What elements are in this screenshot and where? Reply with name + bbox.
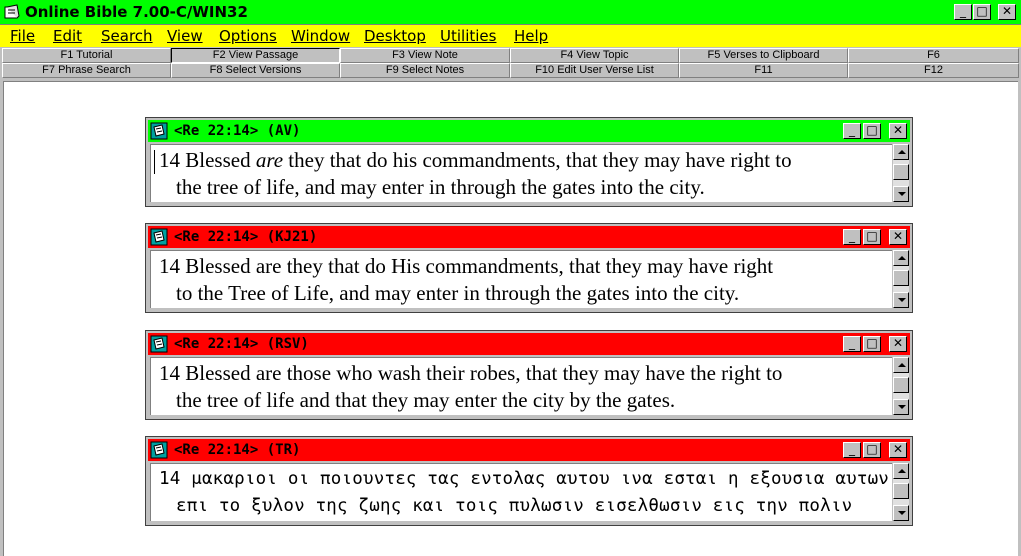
book-icon [150, 228, 168, 246]
maximize-icon: □ [866, 123, 878, 137]
vertical-scrollbar[interactable] [893, 463, 909, 521]
verse-line-2: επι το ξυλον της ζωης και τοις πυλωσιν εισελθωσιν εις την πολιν [176, 496, 853, 516]
arrow-up-icon [898, 256, 906, 260]
verse-line-1: 14 Blessed are those who wash their robes, that they may have the right to [159, 361, 783, 385]
maximize-icon: □ [866, 336, 878, 350]
verse-window-tr[interactable] [145, 436, 913, 526]
menu-options[interactable]: Options [219, 27, 277, 45]
minimize-button[interactable] [843, 442, 861, 458]
close-button[interactable] [998, 4, 1016, 20]
scroll-down-button[interactable] [893, 399, 909, 415]
fkey-f10[interactable]: F10 Edit User Verse List [510, 63, 679, 78]
app-title-bar[interactable] [0, 0, 1021, 25]
fkey-f7[interactable]: F7 Phrase Search [2, 63, 171, 78]
verse-line-1: 14 Blessed are they that do His commandments, that they may have right [159, 254, 774, 278]
menu-desktop[interactable]: Desktop [364, 27, 426, 45]
verse-window-title: <Re 22:14> (RSV) [174, 336, 309, 352]
scroll-down-button[interactable] [893, 186, 909, 202]
close-icon: ✕ [892, 123, 904, 137]
verse-window-title: <Re 22:14> (KJ21) [174, 229, 318, 245]
verse-text-area[interactable] [150, 357, 892, 415]
arrow-down-icon [898, 405, 906, 409]
scroll-down-button[interactable] [893, 505, 909, 521]
scroll-up-button[interactable] [893, 463, 909, 479]
minimize-icon: _ [960, 4, 966, 18]
fkey-f4[interactable]: F4 View Topic [510, 48, 679, 63]
verse-line-2: the tree of life and that they may enter the city by the gates. [176, 388, 676, 412]
minimize-button[interactable] [843, 229, 861, 245]
verse-text-area[interactable] [150, 463, 892, 521]
book-icon [150, 441, 168, 459]
verse-line-2: to the Tree of Life, and may enter in through the gates into the city. [176, 281, 740, 305]
verse-text [159, 253, 890, 307]
scroll-thumb[interactable] [893, 270, 909, 286]
scroll-thumb[interactable] [893, 164, 909, 180]
verse-window-title-bar[interactable] [148, 120, 910, 142]
verse-text [159, 466, 890, 520]
fkey-f12[interactable]: F12 [848, 63, 1019, 78]
verse-window-title-bar[interactable] [148, 226, 910, 248]
verse-line-1: 14 μακαριοι οι ποιουντες τας εντολας αυτου ινα εσται η εξουσια αυτων [159, 469, 890, 489]
verse-text-area[interactable] [150, 250, 892, 308]
function-key-bar [0, 47, 1021, 79]
maximize-button[interactable] [863, 229, 881, 245]
close-button[interactable] [889, 442, 907, 458]
arrow-down-icon [898, 298, 906, 302]
maximize-button[interactable] [863, 123, 881, 139]
vertical-scrollbar[interactable] [893, 144, 909, 202]
verse-line-1: 14 Blessed are they that do his commandments, that they may have right to [159, 148, 792, 172]
verse-window-title: <Re 22:14> (TR) [174, 442, 301, 458]
book-icon [150, 335, 168, 353]
verse-text [159, 147, 890, 201]
arrow-down-icon [898, 192, 906, 196]
minimize-icon: _ [849, 336, 855, 350]
arrow-up-icon [898, 363, 906, 367]
vertical-scrollbar[interactable] [893, 250, 909, 308]
maximize-button[interactable] [863, 442, 881, 458]
fkey-f8[interactable]: F8 Select Versions [171, 63, 340, 78]
minimize-icon: _ [849, 229, 855, 243]
close-icon: ✕ [892, 442, 904, 456]
menu-bar [0, 25, 1021, 47]
verse-window-kj21[interactable] [145, 223, 913, 313]
minimize-icon: _ [849, 442, 855, 456]
verse-window-title: <Re 22:14> (AV) [174, 123, 301, 139]
scroll-up-button[interactable] [893, 357, 909, 373]
menu-help[interactable]: Help [514, 27, 549, 45]
close-button[interactable] [889, 123, 907, 139]
maximize-icon: □ [976, 4, 988, 18]
scroll-up-button[interactable] [893, 144, 909, 160]
maximize-button[interactable] [863, 336, 881, 352]
menu-utilities[interactable]: Utilities [440, 27, 497, 45]
menu-view[interactable]: View [167, 27, 203, 45]
text-caret [154, 150, 155, 174]
fkey-f6[interactable]: F6 [848, 48, 1019, 63]
fkey-f3[interactable]: F3 View Note [340, 48, 510, 63]
verse-window-rsv[interactable] [145, 330, 913, 420]
bible-app-icon [4, 4, 20, 20]
arrow-up-icon [898, 469, 906, 473]
menu-search[interactable]: Search [101, 27, 153, 45]
maximize-icon: □ [866, 229, 878, 243]
verse-text [159, 360, 890, 414]
scroll-thumb[interactable] [893, 483, 909, 499]
menu-window[interactable]: Window [291, 27, 351, 45]
verse-window-title-bar[interactable] [148, 439, 910, 461]
fkey-f5[interactable]: F5 Verses to Clipboard [679, 48, 848, 63]
verse-window-title-bar[interactable] [148, 333, 910, 355]
fkey-f2[interactable]: F2 View Passage [171, 48, 340, 63]
fkey-f1[interactable]: F1 Tutorial [2, 48, 171, 63]
scroll-down-button[interactable] [893, 292, 909, 308]
maximize-icon: □ [866, 442, 878, 456]
close-button[interactable] [889, 229, 907, 245]
menu-edit[interactable]: Edit [53, 27, 83, 45]
vertical-scrollbar[interactable] [893, 357, 909, 415]
close-icon: ✕ [892, 229, 904, 243]
book-icon [150, 122, 168, 140]
close-icon: ✕ [1001, 4, 1013, 18]
fkey-f11[interactable]: F11 [679, 63, 848, 78]
verse-text-area[interactable] [150, 144, 892, 202]
scroll-up-button[interactable] [893, 250, 909, 266]
app-title: Online Bible 7.00-C/WIN32 [25, 3, 248, 21]
arrow-up-icon [898, 150, 906, 154]
minimize-button[interactable] [843, 123, 861, 139]
maximize-button[interactable] [973, 4, 991, 20]
minimize-button[interactable] [954, 4, 972, 20]
close-button[interactable] [889, 336, 907, 352]
verse-line-2: the tree of life, and may enter in through the gates into the city. [176, 175, 705, 199]
fkey-f9[interactable]: F9 Select Notes [340, 63, 510, 78]
arrow-down-icon [898, 511, 906, 515]
scroll-thumb[interactable] [893, 377, 909, 393]
verse-window-av[interactable] [145, 117, 913, 207]
minimize-button[interactable] [843, 336, 861, 352]
close-icon: ✕ [892, 336, 904, 350]
minimize-icon: _ [849, 123, 855, 137]
menu-file[interactable]: File [10, 27, 36, 45]
